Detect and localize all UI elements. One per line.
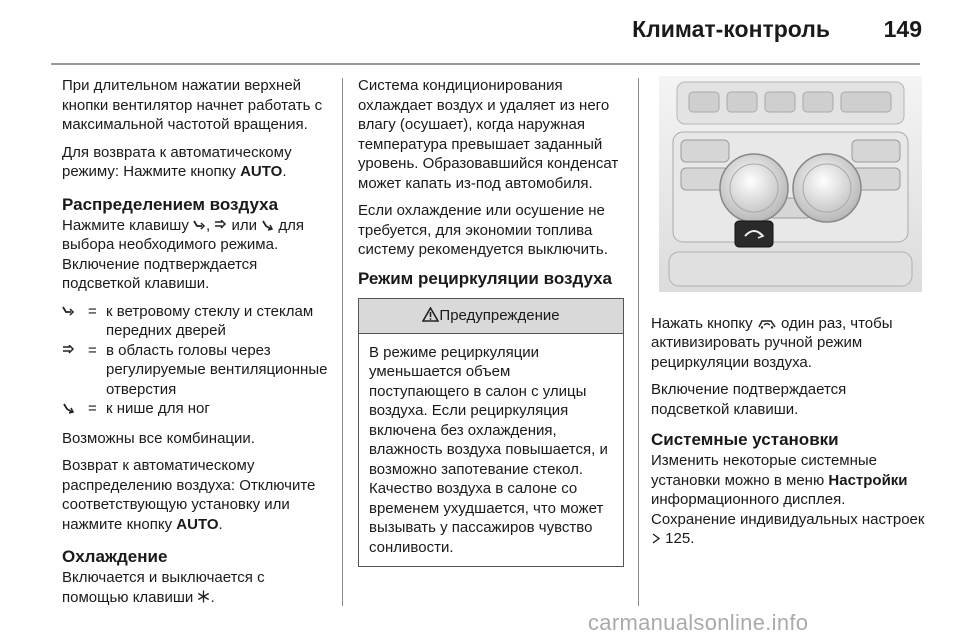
warning-header: Предупреждение bbox=[359, 299, 623, 334]
paragraph: Нажмите клавишу , или для выбора необходимого режима. Включение подтверждается подсветкой клавиши. bbox=[62, 216, 304, 292]
section-heading-recirculation: Режим рециркуляции воздуха bbox=[358, 268, 613, 288]
list-item: = к нише для ног bbox=[62, 399, 328, 419]
page-number: 149 bbox=[883, 16, 922, 42]
page-reference-link[interactable]: 125. bbox=[665, 530, 695, 547]
airflow-windscreen-icon bbox=[193, 220, 206, 231]
paragraph: Если охлаждение или осушение не требуется, для экономии топлива систему рекомендуется выключить. bbox=[358, 202, 608, 258]
airflow-feet-icon bbox=[62, 403, 75, 414]
paragraph: Нажать кнопку один раз, чтобы активизировать ручной режим рециркуляции воздуха. bbox=[651, 314, 893, 371]
column-middle bbox=[358, 76, 624, 567]
airflow-head-icon bbox=[62, 345, 75, 356]
list-item: = в область головы через регулируемые вентиляционные отверстия bbox=[62, 341, 328, 400]
airflow-definitions bbox=[62, 302, 328, 419]
paragraph: Система кондиционирования охлаждает воздух и удаляет из него влагу (осушает), когда наружная температура превышает заданный уровень. Образовавшийся конденсат может капать из-под автомобиля. bbox=[358, 77, 619, 192]
settings-menu-label: Настройки bbox=[828, 471, 908, 489]
watermark: carmanualsonline.info bbox=[588, 610, 809, 635]
auto-label: AUTO bbox=[176, 515, 219, 533]
paragraph: Для возврата к автоматическому режиму: Нажмите кнопку AUTO. bbox=[62, 143, 292, 180]
paragraph: Включение подтверждается подсветкой клавиши. bbox=[651, 381, 847, 418]
snowflake-icon bbox=[197, 590, 210, 603]
warning-body: В режиме рециркуляции уменьшается объем поступающего в салон с улицы воздуха. Если рециркуляция включена без охлаждения, влажность воздуха повышается, и возможно запотевание стекол. Качество воздуха в салоне со временем ухудшается, что может вызывать у пассажиров чувство сонливости. bbox=[369, 343, 608, 556]
column-right bbox=[651, 76, 925, 557]
paragraph: Возврат к автоматическому распределению воздуха: Отключите соответствующую установку или нажмите кнопку AUTO. bbox=[62, 457, 316, 533]
warning-box bbox=[358, 298, 624, 568]
column-divider bbox=[342, 78, 343, 606]
page-title: Климат-контроль bbox=[632, 16, 830, 42]
section-heading-distribution: Распределением воздуха bbox=[62, 194, 279, 214]
section-heading-system: Системные установки bbox=[651, 430, 839, 449]
paragraph: При длительном нажатии верхней кнопки вентилятор начнет работать с максимальной частотой вращения. bbox=[62, 77, 323, 133]
airflow-windscreen-icon bbox=[62, 306, 75, 317]
auto-label: AUTO bbox=[240, 163, 283, 180]
paragraph: Включается и выключается с помощью клавиши . bbox=[62, 569, 265, 606]
column-left bbox=[62, 76, 328, 615]
paragraph: Возможны все комбинации. bbox=[62, 429, 255, 447]
airflow-head-icon bbox=[214, 220, 227, 231]
list-item: = к ветровому стеклу и стеклам передних дверей bbox=[62, 302, 328, 341]
column-divider bbox=[638, 78, 639, 606]
warning-triangle-icon bbox=[422, 307, 439, 322]
airflow-feet-icon bbox=[261, 220, 274, 231]
recirculation-icon bbox=[757, 318, 777, 329]
header-rule bbox=[51, 63, 920, 65]
paragraph: Изменить некоторые системные установки можно в меню Настройки информационного дисплея. Сохранение индивидуальных настроек 125. bbox=[651, 452, 925, 547]
page-reference-icon bbox=[651, 533, 661, 544]
climate-panel-photo bbox=[659, 76, 922, 292]
section-heading-cooling: Охлаждение bbox=[62, 547, 168, 566]
